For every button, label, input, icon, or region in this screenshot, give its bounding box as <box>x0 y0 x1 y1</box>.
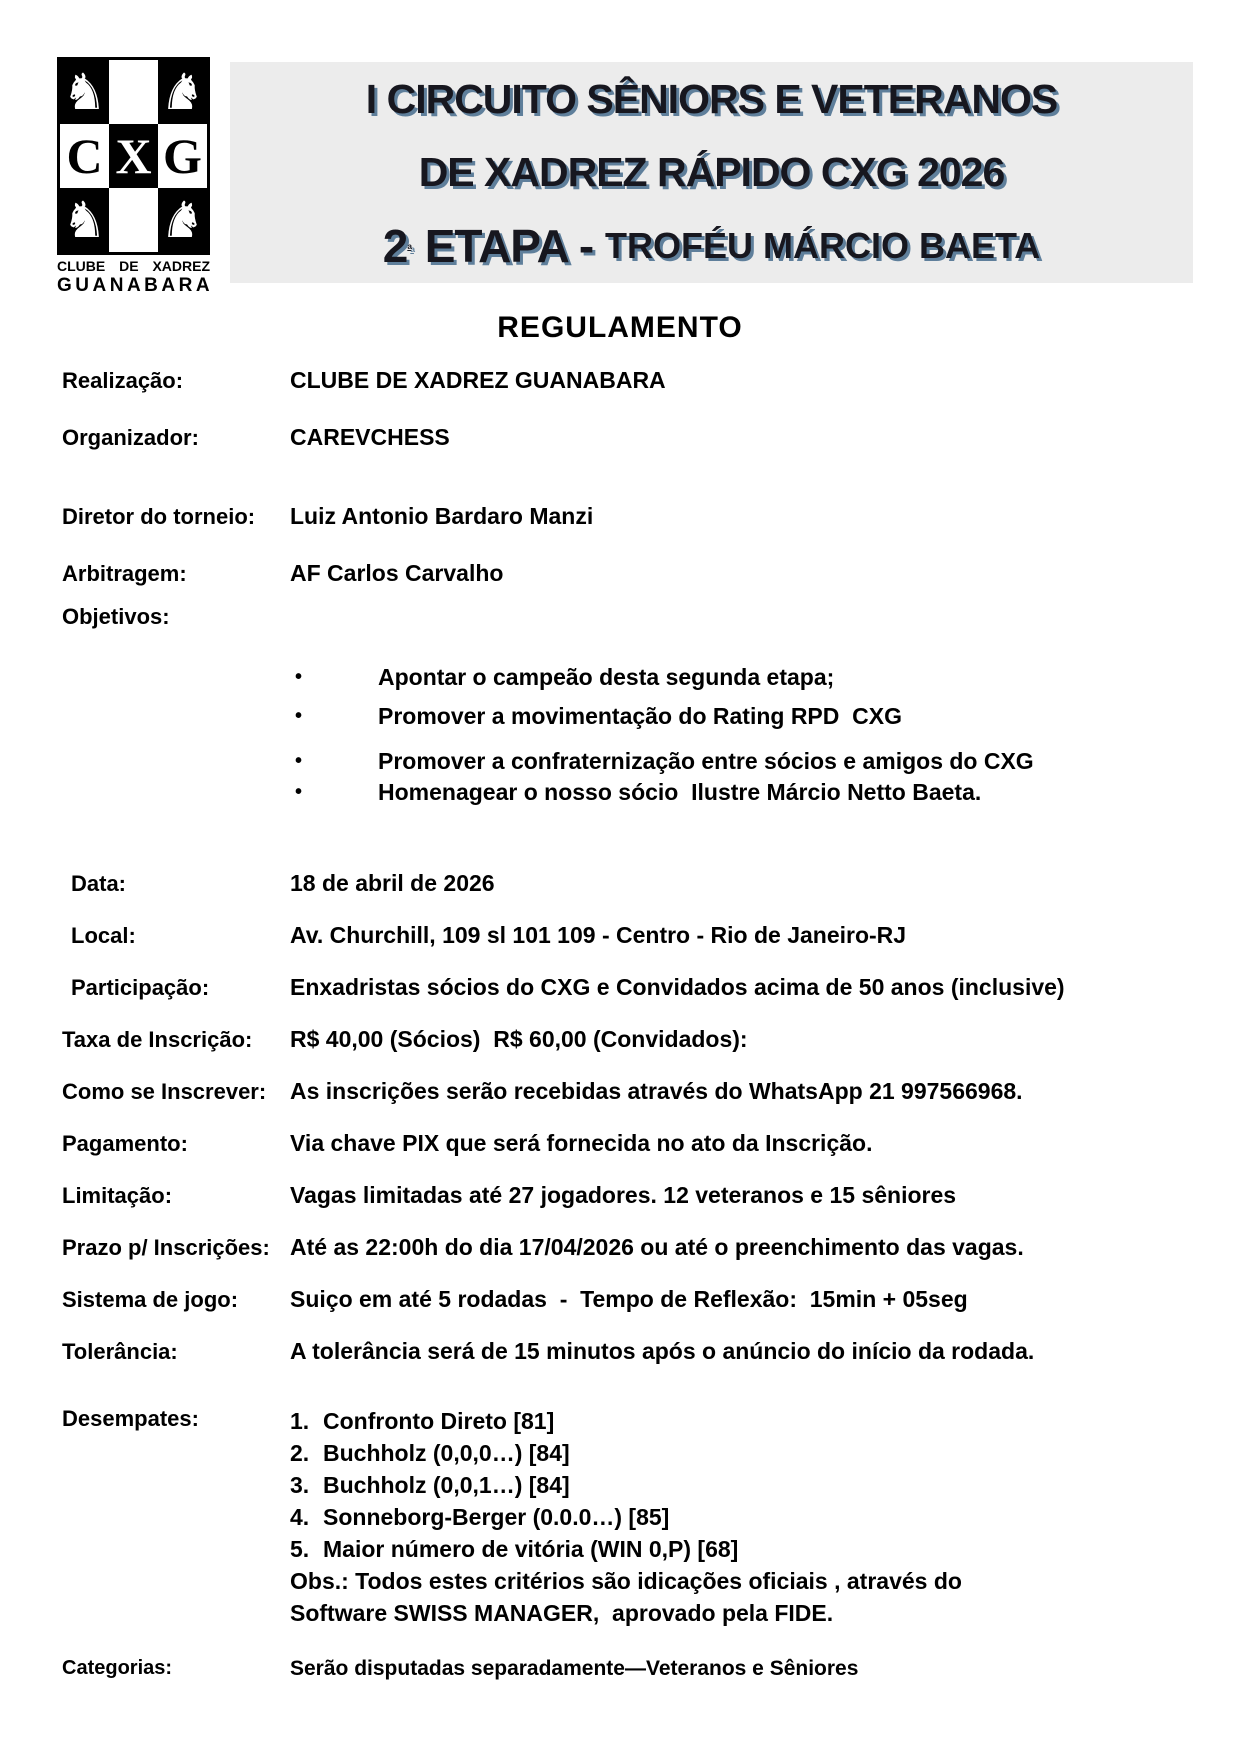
logo-club-name: GUANABARA <box>57 275 214 296</box>
row-value: Até as 22:00h do dia 17/04/2026 ou até o preenchimento das vagas. <box>290 1234 1024 1260</box>
chess-knight-icon: ♞ <box>160 191 205 249</box>
row-label: Como se Inscrever: <box>62 1079 267 1104</box>
chess-knight-icon: ♞ <box>62 63 107 121</box>
chess-knight-icon: ♞ <box>62 191 107 249</box>
logo-square <box>60 60 109 124</box>
row-sistema <box>62 1286 1210 1313</box>
etapa-number: 2 <box>382 219 408 272</box>
title-line-3 <box>230 209 1193 282</box>
logo-club-word: DE <box>119 258 139 274</box>
tiebreak-number: 1. <box>290 1408 310 1434</box>
tiebreak-text: Sonneborg-Berger (0.0.0…) [85] <box>323 1504 670 1530</box>
row-label: Realização: <box>62 368 184 393</box>
tiebreak-number: 2. <box>290 1440 310 1466</box>
list-item-text: Promover a confraternização entre sócios e amigos do CXG <box>378 748 1034 774</box>
logo-letter-x: X <box>115 128 152 184</box>
row-diretor <box>62 503 1210 530</box>
row-limitacao <box>62 1182 1210 1209</box>
row-label: Arbitragem: <box>62 561 187 586</box>
logo-square <box>109 124 158 188</box>
logo-square <box>158 60 207 124</box>
tiebreak-item <box>290 1437 962 1469</box>
row-value: CAREVCHESS <box>290 424 450 450</box>
list-item-text: Promover a movimentação do Rating RPD CXG <box>378 703 903 729</box>
objetivos-list <box>62 664 1210 806</box>
row-value: Serão disputadas separadamente—Veteranos e Sêniores <box>290 1657 859 1680</box>
row-desempates <box>62 1405 1210 1629</box>
bullet-icon: • <box>295 750 303 772</box>
logo-letter-g: G <box>163 128 202 184</box>
regulation-body <box>0 367 1240 1682</box>
row-value: R$ 40,00 (Sócios) R$ 60,00 (Convidados): <box>290 1026 748 1052</box>
header <box>0 0 1240 297</box>
row-value: Luiz Antonio Bardaro Manzi <box>290 503 594 529</box>
row-prazo <box>62 1234 1210 1261</box>
row-label: Desempates: <box>62 1406 199 1431</box>
row-value: As inscrições serão recebidas através do WhatsApp 21 997566968. <box>290 1078 1023 1104</box>
row-label: Limitação: <box>62 1183 173 1208</box>
list-item <box>62 748 1210 775</box>
list-item <box>62 664 1210 691</box>
row-label: Objetivos: <box>62 604 170 629</box>
tiebreak-text: Maior número de vitória (WIN 0,P) [68] <box>323 1536 739 1562</box>
logo-square <box>158 124 207 188</box>
tiebreak-item <box>290 1501 962 1533</box>
row-label: Data: <box>71 871 127 896</box>
row-objetivos <box>62 603 1210 630</box>
trophy-name: TROFÉU MÁRCIO BAETA <box>604 224 1041 266</box>
tiebreak-number: 4. <box>290 1504 310 1530</box>
logo-square <box>60 188 109 252</box>
title-banner <box>230 62 1193 283</box>
row-participacao <box>62 974 1210 1001</box>
row-label: Taxa de Inscrição: <box>62 1027 253 1052</box>
row-tolerancia <box>62 1338 1210 1365</box>
list-item <box>62 703 1210 730</box>
row-categorias <box>62 1655 1210 1682</box>
tiebreak-item <box>290 1533 962 1565</box>
row-value: Suiço em até 5 rodadas - Tempo de Reflexão: 15min + 05seg <box>290 1286 968 1312</box>
row-realizacao <box>62 367 1210 394</box>
row-value: Av. Churchill, 109 sl 101 109 - Centro - Rio de Janeiro-RJ <box>290 922 907 948</box>
row-value: CLUBE DE XADREZ GUANABARA <box>290 367 666 393</box>
logo-club-word: XADREZ <box>152 258 210 274</box>
title-line-2: DE XADREZ RÁPIDO CXG 2026 <box>418 149 1005 195</box>
row-label: Organizador: <box>62 425 199 450</box>
logo-square <box>60 124 109 188</box>
row-value: Enxadristas sócios do CXG e Convidados acima de 50 anos (inclusive) <box>290 974 1065 1000</box>
list-item <box>62 779 1210 806</box>
tiebreak-item <box>290 1405 962 1437</box>
tiebreak-observation: Obs.: Todos estes critérios são idicações oficiais , através do <box>290 1568 962 1594</box>
row-label: Pagamento: <box>62 1131 188 1156</box>
row-data <box>62 870 1210 897</box>
logo-square <box>158 188 207 252</box>
row-value: AF Carlos Carvalho <box>290 560 504 586</box>
title-line-1: I CIRCUITO SÊNIORS E VETERANOS <box>365 76 1058 122</box>
row-taxa <box>62 1026 1210 1053</box>
row-label: Diretor do torneio: <box>62 504 256 529</box>
tiebreak-observation: Software SWISS MANAGER, aprovado pela FIDE. <box>290 1600 834 1626</box>
bullet-icon: • <box>295 666 303 688</box>
row-label: Prazo p/ Inscrições: <box>62 1235 270 1260</box>
cxg-club-logo <box>57 57 214 297</box>
logo-club-word: CLUBE <box>57 258 106 274</box>
bullet-icon: • <box>295 781 303 803</box>
row-value: Vagas limitadas até 27 jogadores. 12 veteranos e 15 sêniores <box>290 1182 957 1208</box>
list-item-text: Apontar o campeão desta segunda etapa; <box>378 664 835 690</box>
logo-square <box>109 60 158 124</box>
tiebreak-text: Confronto Direto [81] <box>323 1408 555 1434</box>
row-label: Categorias: <box>62 1657 173 1679</box>
tiebreak-list <box>290 1405 962 1629</box>
row-value: A tolerância será de 15 minutos após o anúncio do início da rodada. <box>290 1338 1035 1364</box>
row-local <box>62 922 1210 949</box>
row-pagamento <box>62 1130 1210 1157</box>
chess-knight-icon: ♞ <box>160 63 205 121</box>
logo-square <box>109 188 158 252</box>
row-label: Participação: <box>71 975 210 1000</box>
bullet-icon: • <box>295 705 303 727</box>
row-value: 18 de abril de 2026 <box>290 870 495 896</box>
cxg-logo-chessboard <box>57 57 210 255</box>
logo-club-text <box>57 258 210 274</box>
row-label: Local: <box>71 923 136 948</box>
page-title: REGULAMENTO <box>497 311 743 344</box>
etapa-ordinal: a <box>407 240 411 251</box>
tiebreak-number: 5. <box>290 1536 310 1562</box>
etapa-text: ETAPA - <box>412 219 605 272</box>
row-como-se-inscrever <box>62 1078 1210 1105</box>
list-item-text: Homenagear o nosso sócio Ilustre Márcio Netto Baeta. <box>378 779 982 805</box>
tiebreak-item <box>290 1469 962 1501</box>
tiebreak-text: Buchholz (0,0,1…) [84] <box>323 1472 570 1498</box>
row-organizador <box>62 424 1210 451</box>
tiebreak-number: 3. <box>290 1472 310 1498</box>
row-value: Via chave PIX que será fornecida no ato da Inscrição. <box>290 1130 873 1156</box>
row-arbitragem <box>62 560 1210 587</box>
tiebreak-text: Buchholz (0,0,0…) [84] <box>323 1440 570 1466</box>
row-label: Tolerância: <box>62 1339 178 1364</box>
logo-letter-c: C <box>66 128 103 184</box>
row-label: Sistema de jogo: <box>62 1287 239 1312</box>
